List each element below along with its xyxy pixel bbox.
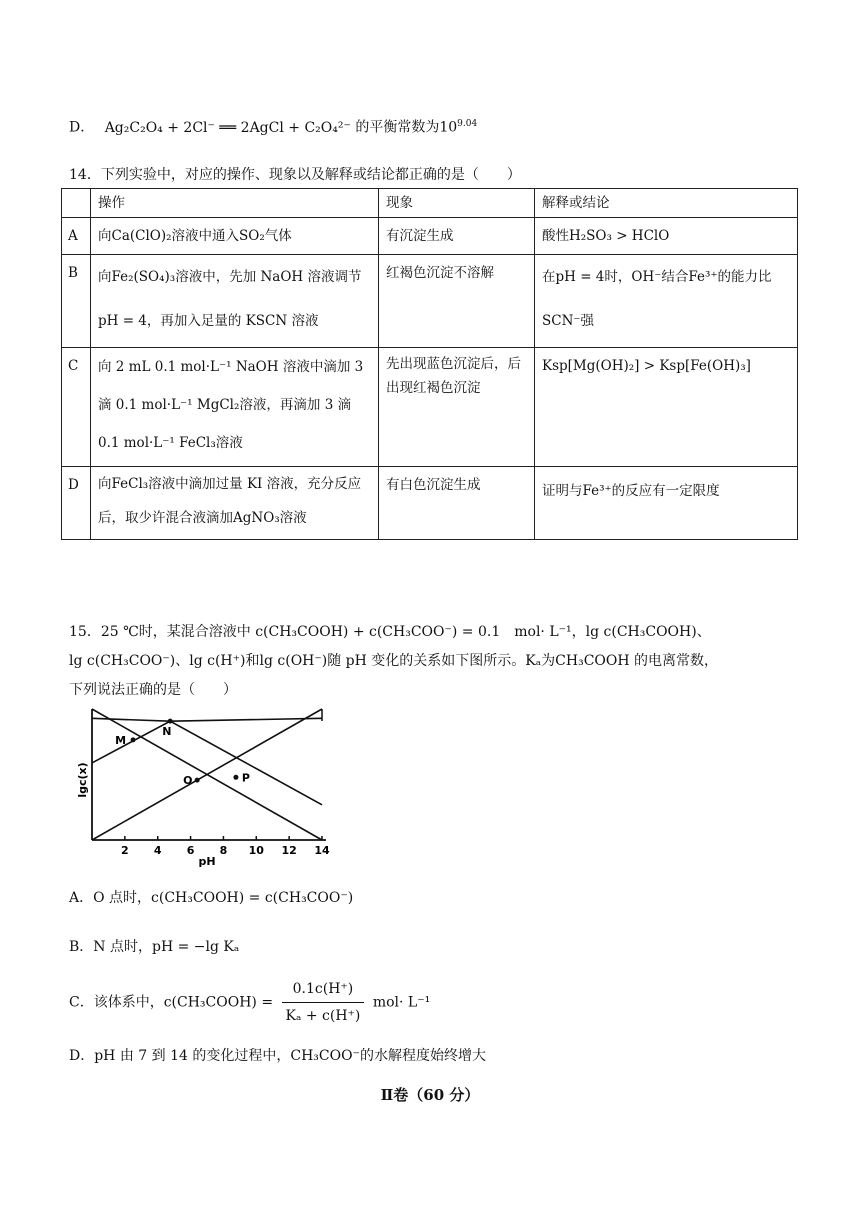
option-text: 的平衡常数为: [355, 119, 440, 136]
row-operation: 向 2 mL 0.1 mol·L⁻¹ NaOH 溶液中滴加 3 滴 0.1 mol·L⁻¹ MgCl₂溶液，再滴加 3 滴 0.1 mol·L⁻¹ FeCl₃溶液: [91, 348, 379, 467]
series-line-3: [92, 718, 322, 804]
row-conclusion: Ksp[Mg(OH)₂] > Ksp[Fe(OH)₃]: [535, 348, 798, 467]
x-tick-label: 12: [281, 844, 297, 857]
point-label: M: [115, 733, 127, 747]
option-c-fraction: [282, 978, 365, 1027]
option-c-unit: mol· L⁻¹: [372, 994, 431, 1011]
q15-option-a: A．O 点时，c(CH₃COOH) = c(CH₃COO⁻): [69, 890, 354, 906]
x-tick-label: 2: [121, 844, 129, 857]
row-phenomenon: 红褐色沉淀不溶解: [379, 255, 535, 348]
row-operation: 向Fe₂(SO₄)₃溶液中，先加 NaOH 溶液调节pH = 4，再加入足量的 KSCN 溶液: [91, 255, 379, 348]
row-conclusion: 在pH = 4时，OH⁻结合Fe³⁺的能力比SCN⁻强: [535, 255, 798, 348]
row-letter: C: [62, 348, 91, 467]
q15-stem-line3: 下列说法正确的是（ ）: [69, 682, 237, 698]
x-axis-label: pH: [198, 855, 216, 868]
row-conclusion: 证明与Fe³⁺的反应有一定限度: [535, 467, 798, 540]
q15-option-d: D．pH 由 7 到 14 的变化过程中，CH₃COO⁻的水解程度始终增大: [69, 1048, 486, 1064]
point-label: P: [241, 771, 250, 785]
row-phenomenon: 有白色沉淀生成: [379, 467, 535, 540]
header-conclusion: 解释或结论: [535, 189, 798, 218]
table-row: [62, 348, 798, 467]
k-exponent: 9.04: [457, 119, 478, 129]
q14-table: [61, 188, 798, 540]
header-phenomenon: 现象: [379, 189, 535, 218]
fraction-denominator: Kₐ + c(H⁺): [285, 1008, 361, 1024]
table-header-row: [62, 189, 798, 218]
row-phenomenon: 先出现蓝色沉淀后，后出现红褐色沉淀: [379, 348, 535, 467]
chart-point-labels: [115, 719, 250, 787]
x-tick-label: 14: [314, 844, 330, 857]
table-row: [62, 255, 798, 348]
x-tick-label: 4: [153, 844, 162, 857]
table-row: [62, 467, 798, 540]
point-m: [131, 737, 136, 742]
row-letter: A: [62, 218, 91, 255]
section-title: Ⅱ卷（60 分）: [380, 1086, 480, 1104]
row-conclusion: 酸性H₂SO₃ > HClO: [535, 218, 798, 255]
row-letter: D: [62, 467, 91, 540]
y-axis-label: lgc(x): [76, 762, 89, 798]
point-o: [195, 778, 200, 783]
option-c-prefix: C．该体系中，c(CH₃COOH) =: [69, 994, 274, 1011]
q15-stem-line2: lg c(CH₃COO⁻)、lg c(H⁺)和lg c(OH⁻)随 pH 变化的关系如下图所示。Kₐ为CH₃COOH 的电离常数，: [69, 653, 719, 669]
fraction-numerator: 0.1c(H⁺): [282, 978, 365, 1003]
header-empty: [62, 189, 91, 218]
x-tick-label: 10: [248, 844, 264, 857]
q15-stem-line1: 15．25 ℃时，某混合溶液中 c(CH₃COOH) + c(CH₃COO⁻) = 0.1 mol· L⁻¹，lg c(CH₃COOH)、: [69, 624, 711, 640]
q15-option-b: B．N 点时，pH = −lg Kₐ: [69, 939, 240, 955]
row-operation: 向FeCl₃溶液中滴加过量 KI 溶液，充分反应后，取少许混合液滴加AgNO₃溶液: [91, 467, 379, 540]
x-tick-label: 8: [219, 844, 228, 857]
option-label: D．: [69, 119, 95, 136]
reaction-equation: Ag₂C₂O₄ + 2Cl⁻ ══ 2AgCl + C₂O₄²⁻: [104, 119, 351, 136]
x-tick-label: 6: [186, 844, 195, 857]
header-operation: 操作: [91, 189, 379, 218]
table-row: [62, 218, 798, 255]
q14-stem: 14．下列实验中，对应的操作、现象以及解释或结论都正确的是（ ）: [69, 167, 521, 183]
q15-option-c: [69, 978, 430, 1027]
row-letter: B: [62, 255, 91, 348]
chart-lines: [92, 709, 326, 840]
q13-option-d: [69, 114, 477, 138]
point-label: O: [183, 774, 193, 788]
k-value: 10: [439, 119, 458, 136]
row-phenomenon: 有沉淀生成: [379, 218, 535, 255]
row-operation: 向Ca(ClO)₂溶液中通入SO₂气体: [91, 218, 379, 255]
lgc-ph-chart: [72, 705, 328, 870]
point-n: [168, 719, 173, 724]
point-label: N: [162, 725, 172, 739]
point-p: [233, 775, 238, 780]
